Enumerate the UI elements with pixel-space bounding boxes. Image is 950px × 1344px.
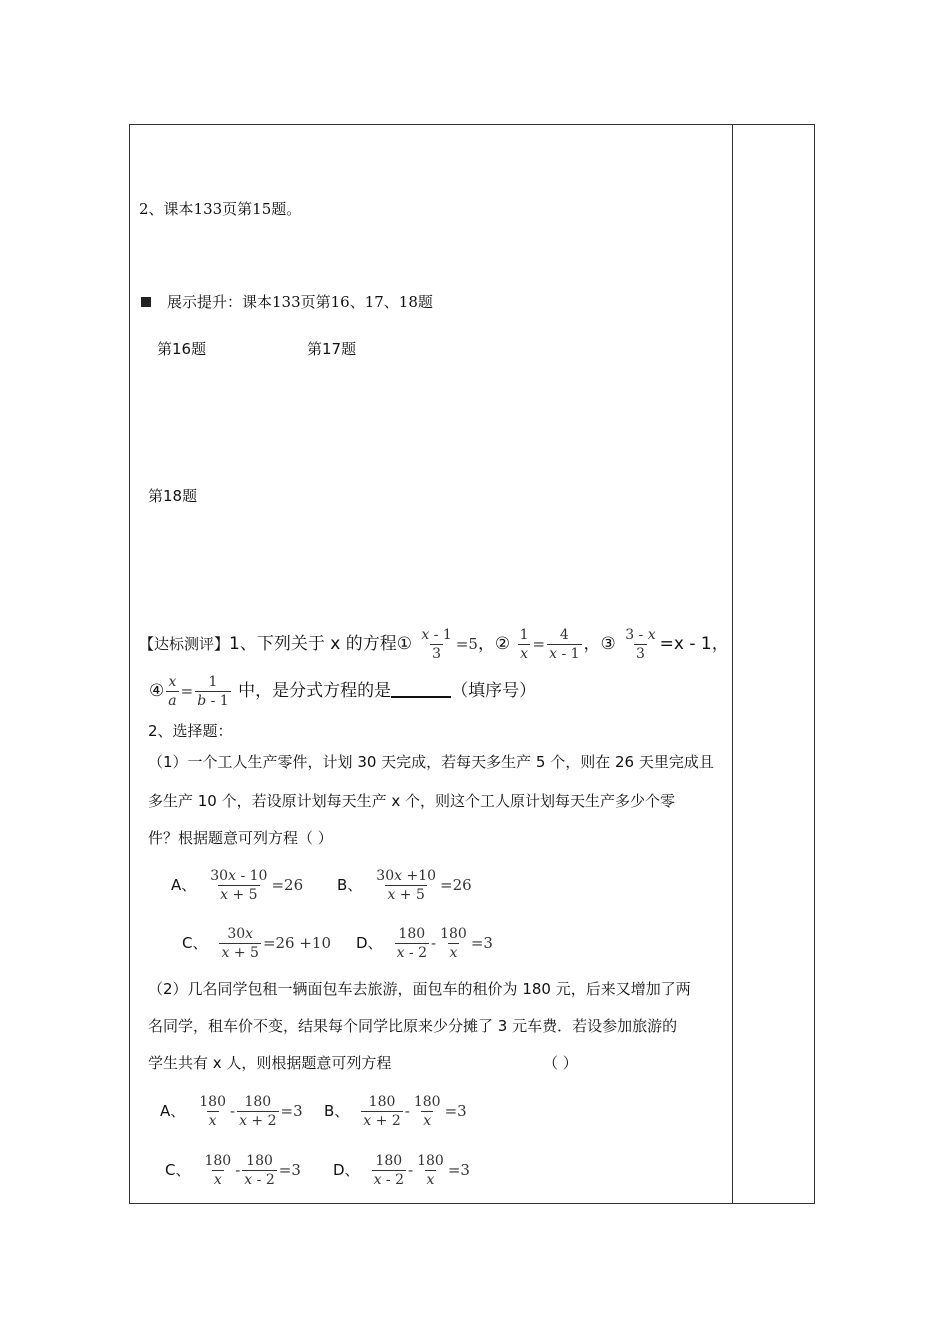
option-c-label: C、 <box>182 934 208 952</box>
option-a-label: A、 <box>160 1102 186 1120</box>
column-divider <box>732 124 733 1204</box>
option-b-label: B、 <box>324 1102 350 1120</box>
showcase-line <box>141 292 433 312</box>
p2-option-a: A、 $\frac{180}{x}$ - $\frac{180}{x + 2}$ =3 <box>160 1094 303 1129</box>
fraction-eq2-left: $\frac{1}{x}$ <box>519 626 529 662</box>
q1-prefix: 1、下列关于 x 的方程① <box>229 634 412 654</box>
content-table-frame <box>129 124 815 1204</box>
q1-fill-note: （填序号） <box>451 681 537 701</box>
p2-line2: 名同学，租车价不变，结果每个同学比原来少分摊了 3 元车费．若设参加旅游的 <box>148 1017 678 1035</box>
option-a-label: A、 <box>171 876 197 894</box>
circle-2-label: ，② <box>477 634 511 654</box>
p2-line3: 学生共有 x 人，则根据题意可列方程 <box>148 1054 392 1072</box>
option-b-label: B、 <box>337 876 363 894</box>
q2-title: 2、选择题： <box>148 722 233 740</box>
p2-option-d: D、 $\frac{180}{x - 2}$ - $\frac{180}{x}$ =3 <box>333 1153 470 1188</box>
p1-option-b: B、 $\frac{30x +10}{x + 5}$ =26 <box>337 868 472 903</box>
item-2-text: 2、课本133页第15题。 <box>139 200 302 218</box>
showcase-text: 展示提升：课本133页第16、17、18题 <box>167 293 433 311</box>
p1-line1: （1）一个工人生产零件，计划 30 天完成，若每天多生产 5 个，则在 26 天里完成且 <box>148 753 714 771</box>
p1-line2: 多生产 10 个，若设原计划每天生产 x 个，则这个工人原计划每天生产多少个零 <box>148 792 676 810</box>
q1-tail: =x - 1， <box>659 634 729 654</box>
p1-option-c: C、 $\frac{30x}{x + 5}$ =26 +10 <box>182 926 332 961</box>
q1-suffix: 中，是分式方程的是 <box>238 681 392 701</box>
answer-blank <box>391 682 451 698</box>
fraction-eq3: $\frac{3 - x}{3}$ <box>625 626 656 662</box>
option-d-label: D、 <box>356 934 383 952</box>
option-d-label: D、 <box>333 1161 360 1179</box>
circle-4-label: ④ <box>149 681 165 701</box>
question-17-label: 第17题 <box>307 340 357 358</box>
option-c-label: C、 <box>165 1161 191 1179</box>
p2-line1: （2）几名同学包租一辆面包车去旅游，面包车的租价为 180 元，后来又增加了两 <box>148 980 691 998</box>
circle-3-label: ，③ <box>583 634 616 654</box>
p2-option-b: B、 $\frac{180}{x + 2}$ - $\frac{180}{x}$ =3 <box>324 1094 467 1129</box>
p1-option-a: A、 $\frac{30x - 10}{x + 5}$ =26 <box>171 868 304 903</box>
p2-answer-paren: （ ） <box>543 1054 578 1072</box>
p1-line3: 件？根据题意可列方程（ ） <box>148 829 333 847</box>
question-16-label: 第16题 <box>157 340 207 358</box>
p2-option-c: C、 $\frac{180}{x}$ - $\frac{180}{x - 2}$ =3 <box>165 1153 301 1188</box>
fraction-eq4-left: $\frac{x}{a}$ <box>168 673 177 709</box>
fraction-eq4-right: $\frac{1}{b - 1}$ <box>197 673 229 709</box>
p1-option-d: D、 $\frac{180}{x - 2}$ - $\frac{180}{x}$ =3 <box>356 926 493 961</box>
fraction-eq1: $\frac{x - 1}{3}$ <box>421 626 452 662</box>
fraction-eq2-right: $\frac{4}{x - 1}$ <box>549 626 580 662</box>
assessment-q1-line2: ④ $\frac{x}{a}$ = $\frac{1}{b - 1}$ 中，是分式方程的是 （填序号） <box>149 673 537 709</box>
assessment-q1-line1: 【达标测评】1、下列关于 x 的方程① $\frac{x - 1}{3}$ =5，② $\frac{1}{x}$ = $\frac{4}{x - 1}$ ，③ $\frac{3 - x}{3}$ =x - 1， <box>139 626 729 662</box>
assessment-heading: 【达标测评】 <box>139 635 230 653</box>
square-bullet-icon <box>141 297 151 307</box>
question-18-label: 第18题 <box>148 487 198 505</box>
